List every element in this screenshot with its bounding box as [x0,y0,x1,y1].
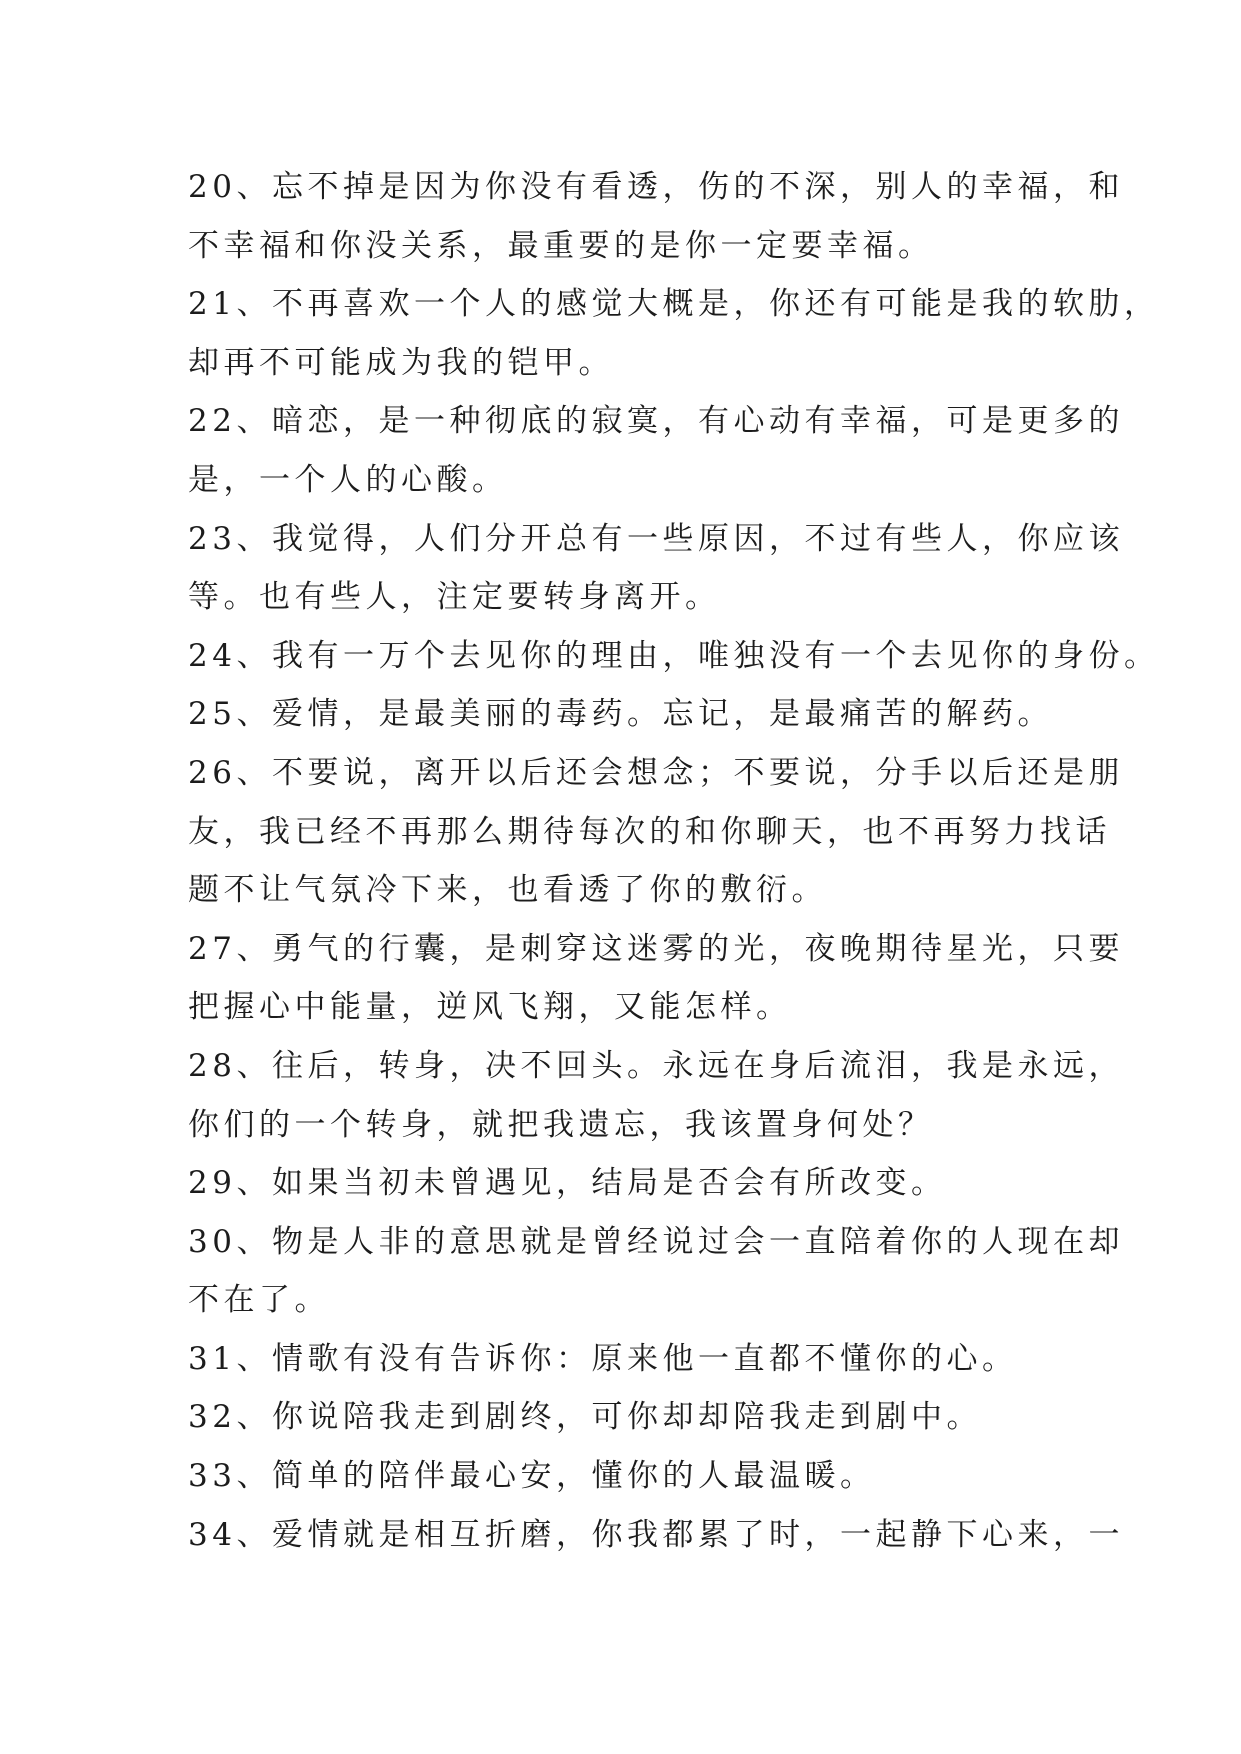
text-line: 不幸福和你没关系，最重要的是你一定要幸福。 [188,227,934,264]
text-line: 24、我有一万个去见你的理由，唯独没有一个去见你的身份。 [188,637,1160,674]
text-line: 34、爱情就是相互折磨，你我都累了时，一起静下心来，一 [188,1516,1124,1553]
text-line: 不在了。 [188,1282,330,1319]
text-line: 20、忘不掉是因为你没有看透，伤的不深，别人的幸福，和 [188,169,1124,205]
text-line: 25、爱情，是最美丽的毒药。忘记，是最痛苦的解药。 [188,696,1053,733]
text-line: 28、往后，转身，决不回头。永远在身后流泪，我是永远， [188,1047,1124,1084]
text-line: 26、不要说，离开以后还会想念；不要说，分手以后还是朋 [188,754,1124,791]
text-line: 22、暗恋，是一种彻底的寂寞，有心动有幸福，可是更多的 [188,403,1124,440]
text-line: 题不让气氛冷下来，也看透了你的敷衍。 [188,872,827,909]
text-line: 把握心中能量，逆风飞翔，又能怎样。 [188,989,792,1026]
text-line: 23、我觉得，人们分开总有一些原因，不过有些人，你应该 [188,520,1124,557]
text-line: 你们的一个转身，就把我遗忘，我该置身何处？ [188,1106,934,1143]
text-line: 27、勇气的行囊，是刺穿这迷雾的光，夜晚期待星光，只要 [188,930,1124,967]
text-line: 31、情歌有没有告诉你：原来他一直都不懂你的心。 [188,1340,1018,1377]
text-line: 30、物是人非的意思就是曾经说过会一直陪着你的人现在却 [188,1223,1124,1260]
text-line: 21、不再喜欢一个人的感觉大概是，你还有可能是我的软肋， [188,286,1160,323]
text-line: 是，一个人的心酸。 [188,461,508,498]
text-line: 却再不可能成为我的铠甲。 [188,344,614,381]
text-line: 29、如果当初未曾遇见，结局是否会有所改变。 [188,1165,947,1202]
text-line: 友，我已经不再那么期待每次的和你聊天，也不再努力找话 [188,813,1111,850]
document-body [188,158,1160,1564]
text-line: 33、简单的陪伴最心安，懂你的人最温暖。 [188,1458,876,1495]
text-line: 32、你说陪我走到剧终，可你却却陪我走到剧中。 [188,1399,982,1436]
text-line: 等。也有些人，注定要转身离开。 [188,579,721,616]
